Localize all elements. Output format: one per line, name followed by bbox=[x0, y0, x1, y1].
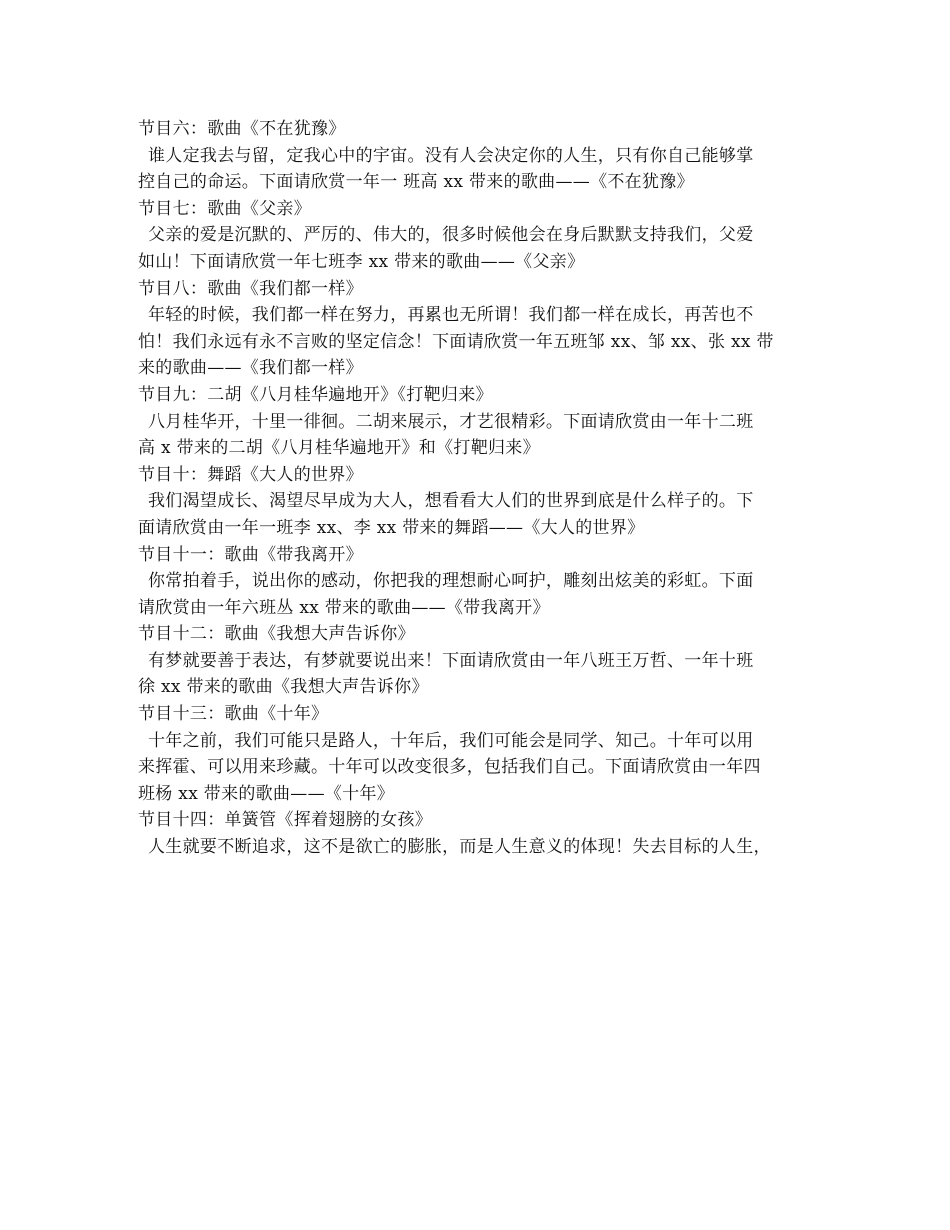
program-10-intro-line: 我们渴望成长、渴望尽早成为大人，想看看大人们的世界到底是什么样子的。下 bbox=[148, 491, 754, 512]
program-6-intro-line: 控自己的命运。下面请欣赏一年一 班高 xx 带来的歌曲——《不在犹豫》 bbox=[138, 172, 694, 193]
program-10-intro-line: 面请欣赏由一年一班李 xx、李 xx 带来的舞蹈——《大人的世界》 bbox=[138, 517, 645, 538]
program-8-heading: 节目八：歌曲《我们都一样》 bbox=[138, 278, 363, 299]
program-13-intro-line: 十年之前，我们可能只是路人，十年后，我们可能会是同学、知己。十年可以用 bbox=[148, 730, 754, 751]
program-8-intro-line: 年轻的时候，我们都一样在努力，再累也无所谓！我们都一样在成长，再苦也不 bbox=[148, 305, 754, 326]
program-6-intro-line: 谁人定我去与留，定我心中的宇宙。没有人会决定你的人生，只有你自己能够掌 bbox=[148, 145, 754, 166]
program-8-intro-line: 怕！我们永远有永不言败的坚定信念！下面请欣赏一年五班邹 xx、邹 xx、张 xx 带 bbox=[138, 331, 774, 352]
program-7-heading: 节目七：歌曲《父亲》 bbox=[138, 198, 311, 219]
program-9-intro-line: 八月桂华开，十里一徘徊。二胡来展示，才艺很精彩。下面请欣赏由一年十二班 bbox=[148, 411, 754, 432]
program-9-heading: 节目九：二胡《八月桂华遍地开》《打靶归来》 bbox=[138, 384, 493, 405]
program-7-intro-line: 如山！下面请欣赏一年七班李 xx 带来的歌曲——《父亲》 bbox=[138, 251, 585, 272]
program-12-heading: 节目十二：歌曲《我想大声告诉你》 bbox=[138, 624, 415, 645]
program-9-intro-line: 高 x 带来的二胡《八月桂华遍地开》和《打靶归来》 bbox=[138, 438, 540, 459]
program-13-intro-line: 来挥霍、可以用来珍藏。十年可以改变很多，包括我们自己。下面请欣赏由一年四 bbox=[138, 757, 761, 778]
program-14-heading: 节目十四：单簧管《挥着翅膀的女孩》 bbox=[138, 810, 433, 831]
program-12-intro-line: 有梦就要善于表达，有梦就要说出来！下面请欣赏由一年八班王万哲、一年十班 bbox=[148, 650, 754, 671]
program-11-heading: 节目十一：歌曲《带我离开》 bbox=[138, 544, 363, 565]
program-6-heading: 节目六：歌曲《不在犹豫》 bbox=[138, 119, 346, 139]
program-13-heading: 节目十三：歌曲《十年》 bbox=[138, 704, 329, 725]
program-8-intro-line: 来的歌曲——《我们都一样》 bbox=[138, 358, 363, 379]
program-10-heading: 节目十：舞蹈《大人的世界》 bbox=[138, 464, 363, 485]
program-7-intro-line: 父亲的爱是沉默的、严厉的、伟大的，很多时候他会在身后默默支持我们，父爱 bbox=[148, 225, 754, 246]
program-12-intro-line: 徐 xx 带来的歌曲《我想大声告诉你》 bbox=[138, 677, 429, 698]
program-14-intro-line: 人生就要不断追求，这不是欲亡的膨胀，而是人生意义的体现！失去目标的人生， bbox=[148, 837, 771, 858]
program-13-intro-line: 班杨 xx 带来的歌曲——《十年》 bbox=[138, 783, 395, 804]
program-11-intro-line: 你常拍着手，说出你的感动，你把我的理想耐心呵护，雕刻出炫美的彩虹。下面 bbox=[148, 571, 754, 592]
document-page bbox=[138, 116, 818, 861]
program-11-intro-line: 请欣赏由一年六班丛 xx 带来的歌曲——《带我离开》 bbox=[138, 597, 550, 618]
